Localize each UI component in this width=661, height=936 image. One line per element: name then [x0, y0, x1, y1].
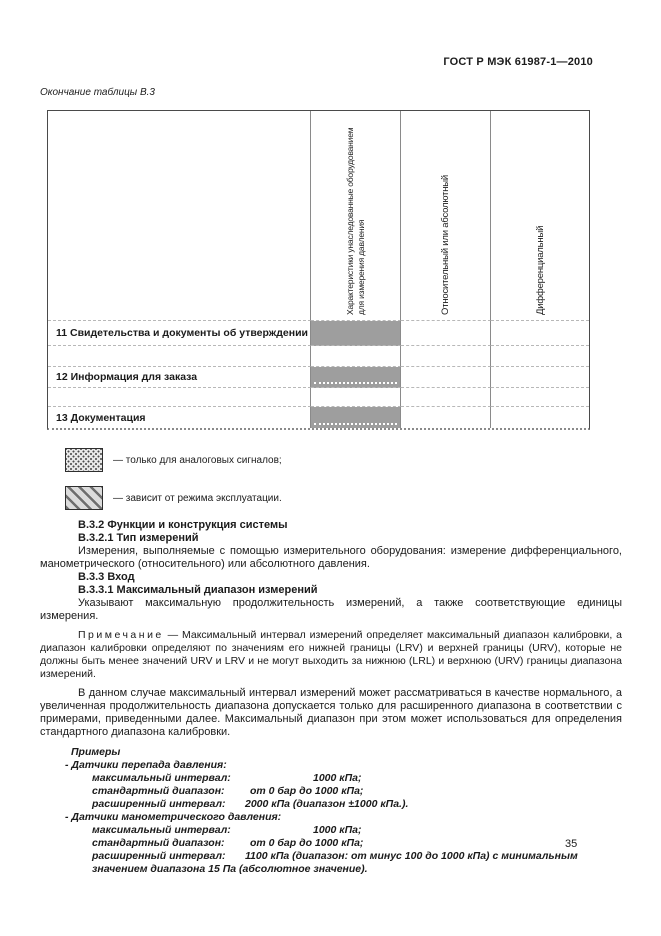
dots-pattern-swatch-icon [65, 448, 103, 472]
column-header-label: Дифференциальный [534, 225, 546, 315]
table-spacer-cell [491, 388, 589, 407]
table-caption: Окончание таблицы В.3 [40, 87, 155, 98]
example-row [65, 798, 622, 811]
example-label: расширенный интервал: [92, 798, 226, 810]
table-row-label: 11 Свидетельства и документы об утверждении [48, 321, 311, 346]
paragraph-max-range: Указывают максимальную продолжительность измерений, а также соответствующие единицы измерения. [40, 597, 622, 622]
heading-b331: В.3.3.1 Максимальный диапазон измерений [78, 584, 318, 596]
document-title: ГОСТ Р МЭК 61987-1—2010 [443, 56, 593, 68]
table-header-differential [491, 111, 589, 321]
examples-title: Примеры [71, 746, 121, 758]
table-header-legacy-characteristics [311, 111, 401, 321]
heading-b32: В.3.2 Функции и конструкция системы [78, 519, 288, 531]
note-text: — Максимальный интервал измерений определяет максимальный диапазон калибровки, а диапазон калибровки определяют по значениям его нижней границы (LRV) и верхней границы (URV), которые не должны быть менее значений URV и LRV и не могут выходить за нижнюю (LRL) и верхнюю (URV) границы диапазона измерений. [40, 629, 622, 680]
table-header-relative-absolute [401, 111, 491, 321]
table-cell-empty [401, 321, 491, 346]
table-spacer-cell [491, 346, 589, 367]
legend-label: — зависит от режима эксплуатации. [113, 492, 282, 504]
legend-item-analog [65, 448, 282, 472]
table-cell-empty [491, 321, 589, 346]
table-row-label: 12 Информация для заказа [48, 367, 311, 388]
note-paragraph [40, 629, 622, 681]
example-label: расширенный интервал: [92, 850, 226, 862]
example-value: от 0 бар до 1000 кПа; [250, 785, 364, 797]
legend-item-mode [65, 486, 282, 510]
example-row [65, 850, 622, 876]
table-row-label: 13 Документация [48, 407, 311, 428]
example-value: 1000 кПа; [313, 824, 362, 836]
example-group-title: - Датчики манометрического давления: [65, 811, 282, 823]
table-b3 [47, 110, 590, 430]
paragraph-case: В данном случае максимальный интервал измерений может рассматриваться в качестве нормального, а увеличенная продолжительность диапазона допускается только для расширенного диапазона в соответствии с примерами, приведенными далее. Максимальный диапазон при этом может использоваться для определения стандартного диапазона калибровки. [40, 687, 622, 738]
table-cell-shaded [311, 321, 401, 346]
table-cell-empty [491, 367, 589, 388]
heading-b33: В.3.3 Вход [78, 571, 135, 583]
example-group-title: - Датчики перепада давления: [65, 759, 227, 771]
examples-block [65, 746, 622, 876]
example-row [65, 772, 622, 785]
example-label: максимальный интервал: [92, 772, 231, 784]
example-label: максимальный интервал: [92, 824, 231, 836]
table-spacer-cell [401, 346, 491, 367]
heading-b321: В.3.2.1 Тип измерений [78, 532, 199, 544]
table-spacer-cell [48, 346, 311, 367]
table-spacer-cell [311, 388, 401, 407]
example-row [65, 785, 622, 798]
example-row [65, 824, 622, 837]
page-number: 35 [565, 838, 578, 850]
legend-label: — только для аналоговых сигналов; [113, 454, 282, 466]
table-spacer-cell [401, 388, 491, 407]
table-header-empty [48, 111, 311, 321]
table-cell-empty [401, 367, 491, 388]
example-value: 1000 кПа; [313, 772, 362, 784]
example-group-gauge [65, 811, 622, 876]
legend [65, 448, 282, 524]
table-cell-shaded [311, 407, 401, 428]
example-row [65, 837, 622, 850]
table-cell-empty [491, 407, 589, 428]
example-value: от 0 бар до 1000 кПа; [250, 837, 364, 849]
column-header-label: Относительный или абсолютный [440, 175, 451, 315]
table-spacer-cell [48, 388, 311, 407]
example-value: 1100 кПа (диапазон: от минус 100 до 1000 кПа) с минимальным значением диапазона 15 Па (абсолютное значение). [92, 850, 578, 875]
table-spacer-cell [311, 346, 401, 367]
table-cell-empty [401, 407, 491, 428]
example-label: стандартный диапазон: [92, 837, 225, 849]
diagonal-pattern-swatch-icon [65, 486, 103, 510]
example-group-differential [65, 759, 622, 811]
body-text [40, 519, 622, 876]
paragraph-measurement-types: Измерения, выполняемые с помощью измерительного оборудования: измерение дифференциального, манометрического (относительного) или абсолютного давления. [40, 545, 622, 570]
column-header-label: Характеристики унаследованные оборудованием для измерения давления [344, 127, 366, 315]
note-label: Примечание [78, 629, 164, 641]
example-value: 2000 кПа (диапазон ±1000 кПа.). [245, 798, 409, 810]
table-cell-shaded [311, 367, 401, 388]
example-label: стандартный диапазон: [92, 785, 225, 797]
